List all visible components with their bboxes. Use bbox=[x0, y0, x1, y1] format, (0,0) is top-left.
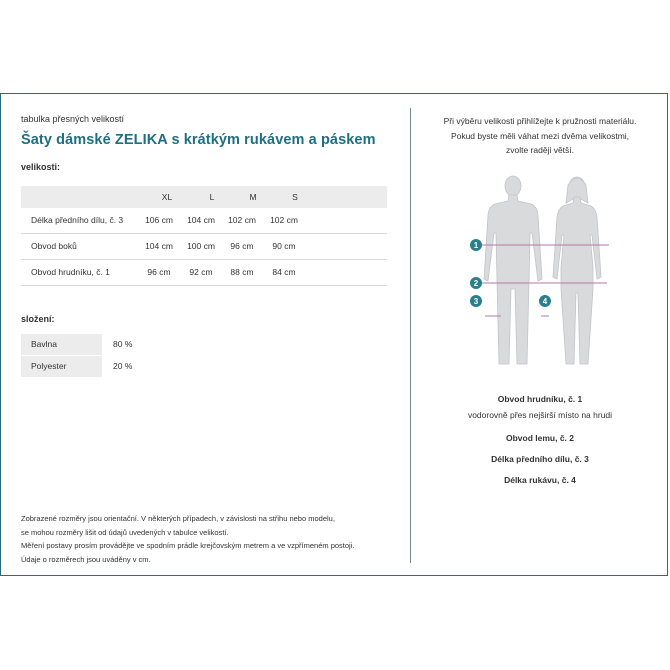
advice-line: Při výběru velikosti přihlížejte k pružnosti materiálu. bbox=[443, 116, 637, 126]
row-label: Obvod hrudníku, č. 1 bbox=[31, 267, 110, 277]
measurement-notes bbox=[21, 512, 354, 566]
table-cell: 104 cm bbox=[187, 215, 215, 225]
legend-item-sleeve-length: Délka rukávu, č. 4 bbox=[504, 475, 576, 485]
table-cell: 90 cm bbox=[272, 241, 296, 251]
sizes-label: velikosti: bbox=[21, 162, 61, 172]
advice-line: zvolte raději větší. bbox=[505, 145, 575, 155]
column-header-m: M bbox=[249, 192, 257, 202]
advice-line: Pokud byste měli váhat mezi dvěma velikostmi, bbox=[450, 130, 630, 141]
composition-label: složení: bbox=[21, 314, 55, 324]
table-cell: 88 cm bbox=[230, 267, 254, 277]
svg-text:4: 4 bbox=[542, 297, 548, 306]
material-name: Bavlna bbox=[21, 334, 102, 355]
material-name: Polyester bbox=[21, 356, 102, 377]
note-line: se mohou rozměry lišit od údajů uvedených v tabulce velikostí. bbox=[21, 527, 229, 537]
product-title: Šaty dámské ZELIKA s krátkým rukávem a páskem bbox=[21, 132, 376, 148]
row-label: Délka předního dílu, č. 3 bbox=[31, 215, 124, 225]
row-label: Obvod boků bbox=[31, 241, 77, 251]
measure-marker-2 bbox=[470, 277, 482, 289]
measurement-legend bbox=[411, 390, 669, 489]
table-cell: 84 cm bbox=[272, 267, 296, 277]
table-cell: 102 cm bbox=[228, 215, 256, 225]
size-table bbox=[21, 186, 387, 286]
table-cell: 100 cm bbox=[187, 241, 215, 251]
table-cell: 102 cm bbox=[270, 215, 298, 225]
legend-item-chest-description: vodorovně přes nejširší místo na hrudi bbox=[467, 410, 613, 420]
svg-text:1: 1 bbox=[473, 241, 479, 250]
size-chart-frame bbox=[0, 93, 668, 576]
material-percentage: 80 % bbox=[113, 339, 133, 349]
body-measurement-figures bbox=[411, 169, 669, 369]
column-header-s: S bbox=[292, 192, 298, 202]
table-cell: 96 cm bbox=[230, 241, 254, 251]
svg-text:2: 2 bbox=[473, 279, 479, 288]
legend-item-hem: Obvod lemu, č. 2 bbox=[505, 433, 575, 443]
column-header-xl: XL bbox=[161, 192, 173, 202]
note-line: Měření postavy prosím provádějte ve spodním prádle krejčovským metrem a ve vzpřímeném postoji. bbox=[21, 541, 355, 550]
table-cell: 106 cm bbox=[145, 215, 173, 225]
chart-subtitle: tabulka přesných velikostí bbox=[21, 114, 125, 124]
table-row bbox=[21, 234, 387, 260]
table-row bbox=[21, 208, 387, 234]
note-line: Zobrazené rozměry jsou orientační. V některých případech, v závislosti na střihu nebo modelu, bbox=[21, 514, 335, 523]
note-line: Údaje o rozměrech jsou uváděny v cm. bbox=[21, 554, 151, 564]
measure-marker-4 bbox=[539, 295, 551, 307]
sizing-advice bbox=[411, 114, 669, 158]
female-figure-icon bbox=[553, 177, 601, 364]
table-cell: 96 cm bbox=[147, 267, 171, 277]
size-table-header bbox=[21, 186, 387, 208]
legend-item-front-length: Délka předního dílu, č. 3 bbox=[491, 454, 589, 464]
measure-marker-1 bbox=[470, 239, 482, 251]
table-row bbox=[21, 260, 387, 286]
composition-row bbox=[21, 334, 161, 355]
measure-marker-3 bbox=[470, 295, 482, 307]
table-cell: 92 cm bbox=[189, 267, 213, 277]
composition-table bbox=[21, 334, 161, 378]
composition-row bbox=[21, 356, 161, 377]
male-figure-icon bbox=[484, 176, 542, 364]
material-percentage: 20 % bbox=[113, 361, 133, 371]
table-cell: 104 cm bbox=[145, 241, 173, 251]
column-header-l: L bbox=[209, 192, 215, 202]
legend-item-chest: Obvod hrudníku, č. 1 bbox=[497, 394, 583, 404]
svg-text:3: 3 bbox=[473, 297, 479, 306]
